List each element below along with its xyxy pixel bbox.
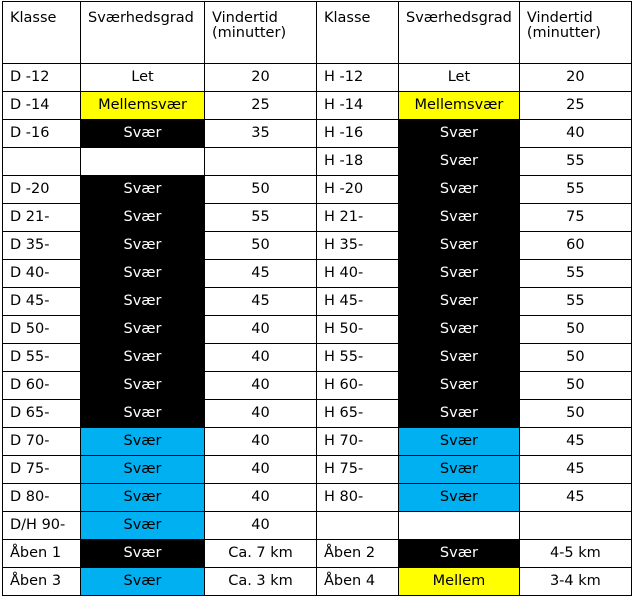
klasse-cell: Åben 1 [3, 540, 81, 568]
svaerhedsgrad-cell: Svær [81, 428, 205, 456]
table-row [3, 484, 632, 512]
svaerhedsgrad-cell: Svær [399, 344, 520, 372]
table-row [3, 316, 632, 344]
svaerhedsgrad-cell: Svær [399, 428, 520, 456]
klasse-cell: Åben 4 [317, 568, 399, 596]
klasse-cell: H -16 [317, 120, 399, 148]
klasse-cell: D -12 [3, 64, 81, 92]
svaerhedsgrad-cell: Svær [399, 232, 520, 260]
svaerhedsgrad-cell [81, 148, 205, 176]
klasse-cell: H 70- [317, 428, 399, 456]
header-row [3, 2, 632, 64]
vindertid-cell: 45 [519, 428, 631, 456]
vindertid-cell: 50 [519, 344, 631, 372]
header-svaerhedsgrad-right: Sværhedsgrad [399, 2, 520, 64]
svaerhedsgrad-cell: Svær [399, 316, 520, 344]
vindertid-cell: 50 [519, 316, 631, 344]
svaerhedsgrad-cell: Svær [399, 400, 520, 428]
klasse-cell: H 65- [317, 400, 399, 428]
klasse-cell: H 75- [317, 456, 399, 484]
table-row [3, 428, 632, 456]
vindertid-cell: 40 [205, 344, 317, 372]
klasse-cell: H -12 [317, 64, 399, 92]
svaerhedsgrad-cell: Svær [81, 316, 205, 344]
vindertid-cell: 55 [519, 288, 631, 316]
svaerhedsgrad-cell: Svær [399, 288, 520, 316]
klasse-cell: Åben 2 [317, 540, 399, 568]
vindertid-cell: Ca. 3 km [205, 568, 317, 596]
header-vindertid-line2: (minutter) [526, 25, 601, 41]
table-body [3, 2, 632, 596]
klasse-cell: D 35- [3, 232, 81, 260]
klasse-cell: H 80- [317, 484, 399, 512]
svaerhedsgrad-cell: Svær [81, 344, 205, 372]
header-klasse-left: Klasse [3, 2, 81, 64]
klasse-cell: H 60- [317, 372, 399, 400]
vindertid-cell: 55 [519, 260, 631, 288]
klasse-cell: D 65- [3, 400, 81, 428]
klasse-cell: D 75- [3, 456, 81, 484]
svaerhedsgrad-cell: Mellemsvær [81, 92, 205, 120]
vindertid-cell: 25 [519, 92, 631, 120]
klasse-cell: D 55- [3, 344, 81, 372]
course-difficulty-table [2, 1, 632, 596]
vindertid-cell: 50 [519, 372, 631, 400]
klasse-cell: D 70- [3, 428, 81, 456]
klasse-cell: D 50- [3, 316, 81, 344]
header-vindertid-line1: Vindertid [212, 10, 278, 26]
header-klasse-right: Klasse [317, 2, 399, 64]
vindertid-cell: 45 [519, 484, 631, 512]
vindertid-cell: 50 [205, 232, 317, 260]
table-row [3, 92, 632, 120]
klasse-cell: H 21- [317, 204, 399, 232]
svaerhedsgrad-cell: Svær [81, 232, 205, 260]
vindertid-cell: 40 [205, 456, 317, 484]
vindertid-cell: 45 [205, 260, 317, 288]
table-row [3, 400, 632, 428]
svaerhedsgrad-cell: Svær [399, 204, 520, 232]
vindertid-cell: 40 [205, 428, 317, 456]
vindertid-cell [205, 148, 317, 176]
vindertid-cell: 55 [519, 176, 631, 204]
table-row [3, 204, 632, 232]
svaerhedsgrad-cell: Let [81, 64, 205, 92]
vindertid-cell: 40 [205, 316, 317, 344]
klasse-cell [317, 512, 399, 540]
klasse-cell: H -14 [317, 92, 399, 120]
vindertid-cell: 40 [205, 484, 317, 512]
table-row [3, 64, 632, 92]
table-row [3, 260, 632, 288]
svaerhedsgrad-cell: Svær [399, 540, 520, 568]
svaerhedsgrad-cell: Svær [81, 540, 205, 568]
table-row [3, 512, 632, 540]
vindertid-cell: 55 [519, 148, 631, 176]
klasse-cell: H 50- [317, 316, 399, 344]
table-row [3, 120, 632, 148]
vindertid-cell: 75 [519, 204, 631, 232]
vindertid-cell: Ca. 7 km [205, 540, 317, 568]
svaerhedsgrad-cell: Svær [81, 512, 205, 540]
klasse-cell: D 45- [3, 288, 81, 316]
vindertid-cell [519, 512, 631, 540]
svaerhedsgrad-cell: Svær [81, 484, 205, 512]
svaerhedsgrad-cell: Let [399, 64, 520, 92]
klasse-cell: D -16 [3, 120, 81, 148]
table-row [3, 148, 632, 176]
header-vindertid-line2: (minutter) [212, 25, 287, 41]
vindertid-cell: 3-4 km [519, 568, 631, 596]
vindertid-cell: 40 [205, 512, 317, 540]
vindertid-cell: 20 [519, 64, 631, 92]
table-row [3, 176, 632, 204]
vindertid-cell: 20 [205, 64, 317, 92]
table-row [3, 232, 632, 260]
svaerhedsgrad-cell: Svær [81, 400, 205, 428]
svaerhedsgrad-cell: Mellem [399, 568, 520, 596]
vindertid-cell: 50 [205, 176, 317, 204]
svaerhedsgrad-cell: Svær [399, 176, 520, 204]
table-row [3, 344, 632, 372]
vindertid-cell: 45 [519, 456, 631, 484]
klasse-cell: D 40- [3, 260, 81, 288]
table-row [3, 372, 632, 400]
vindertid-cell: 45 [205, 288, 317, 316]
table-row [3, 288, 632, 316]
svaerhedsgrad-cell: Svær [81, 204, 205, 232]
svaerhedsgrad-cell: Svær [399, 148, 520, 176]
vindertid-cell: 40 [205, 400, 317, 428]
klasse-cell [3, 148, 81, 176]
klasse-cell: H 55- [317, 344, 399, 372]
klasse-cell: D 80- [3, 484, 81, 512]
vindertid-cell: 60 [519, 232, 631, 260]
svaerhedsgrad-cell: Mellemsvær [399, 92, 520, 120]
klasse-cell: H 45- [317, 288, 399, 316]
svaerhedsgrad-cell: Svær [81, 260, 205, 288]
vindertid-cell: 35 [205, 120, 317, 148]
vindertid-cell: 40 [205, 372, 317, 400]
table-row [3, 568, 632, 596]
klasse-cell: D -14 [3, 92, 81, 120]
vindertid-cell: 4-5 km [519, 540, 631, 568]
svaerhedsgrad-cell: Svær [81, 456, 205, 484]
vindertid-cell: 40 [519, 120, 631, 148]
header-svaerhedsgrad-left: Sværhedsgrad [81, 2, 205, 64]
svaerhedsgrad-cell: Svær [81, 120, 205, 148]
klasse-cell: H 40- [317, 260, 399, 288]
table-row [3, 456, 632, 484]
klasse-cell: H 35- [317, 232, 399, 260]
header-vindertid-line1: Vindertid [526, 10, 593, 26]
klasse-cell: D 21- [3, 204, 81, 232]
svaerhedsgrad-cell [399, 512, 520, 540]
klasse-cell: D 60- [3, 372, 81, 400]
vindertid-cell: 25 [205, 92, 317, 120]
table-row [3, 540, 632, 568]
klasse-cell: D/H 90- [3, 512, 81, 540]
svaerhedsgrad-cell: Svær [399, 120, 520, 148]
klasse-cell: Åben 3 [3, 568, 81, 596]
klasse-cell: D -20 [3, 176, 81, 204]
vindertid-cell: 55 [205, 204, 317, 232]
svaerhedsgrad-cell: Svær [399, 484, 520, 512]
svaerhedsgrad-cell: Svær [81, 568, 205, 596]
klasse-cell: H -18 [317, 148, 399, 176]
svaerhedsgrad-cell: Svær [399, 260, 520, 288]
vindertid-cell: 50 [519, 400, 631, 428]
svaerhedsgrad-cell: Svær [81, 372, 205, 400]
klasse-cell: H -20 [317, 176, 399, 204]
header-vindertid-left [205, 2, 317, 64]
svaerhedsgrad-cell: Svær [81, 176, 205, 204]
svaerhedsgrad-cell: Svær [399, 456, 520, 484]
svaerhedsgrad-cell: Svær [81, 288, 205, 316]
svaerhedsgrad-cell: Svær [399, 372, 520, 400]
header-vindertid-right [519, 2, 631, 64]
